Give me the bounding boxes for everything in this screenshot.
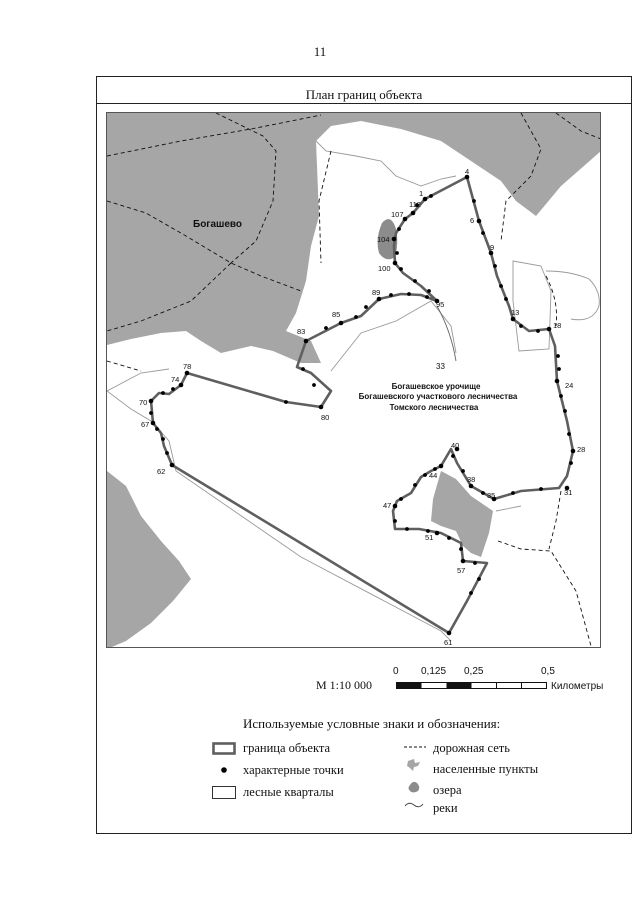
- point-label-78: 78: [183, 362, 192, 371]
- characteristic-point: [399, 497, 403, 501]
- characteristic-point: [312, 383, 316, 387]
- point-label-104: 104: [377, 235, 390, 244]
- characteristic-point-13: [511, 317, 516, 322]
- characteristic-point: [481, 231, 485, 235]
- characteristic-point: [459, 547, 463, 551]
- characteristic-point-100: [393, 261, 398, 266]
- characteristic-point: [395, 251, 399, 255]
- characteristic-point: [427, 289, 431, 293]
- point-label-100: 100: [378, 264, 391, 273]
- characteristic-point: [397, 227, 401, 231]
- legend-roads: дорожная сеть: [433, 741, 510, 755]
- characteristic-point: [469, 591, 473, 595]
- point-label-51: 51: [425, 533, 434, 542]
- characteristic-point-57: [461, 559, 466, 564]
- characteristic-point: [493, 264, 497, 268]
- characteristic-point-70: [149, 399, 154, 404]
- plan-title: План границ объекта: [97, 77, 631, 104]
- point-label-1: 1: [419, 189, 424, 198]
- forest-label-line2: Богашевского участкового лесничества: [358, 392, 518, 401]
- quarter-symbol: [212, 786, 236, 800]
- characteristic-point-83: [304, 339, 309, 344]
- legend-lakes: озера: [433, 783, 462, 797]
- point-label-107: 107: [391, 210, 404, 219]
- point-label-38: 38: [467, 475, 476, 484]
- characteristic-point-80: [319, 405, 324, 410]
- characteristic-point: [284, 400, 288, 404]
- point-label-89: 89: [372, 288, 381, 297]
- legend-settlements: населенные пункты: [433, 762, 539, 776]
- characteristic-point: [472, 199, 476, 203]
- scale-tick-2: 0,25: [464, 666, 484, 677]
- characteristic-point: [407, 292, 411, 296]
- characteristic-point: [569, 461, 573, 465]
- characteristic-point-104: [392, 237, 397, 242]
- characteristic-point: [559, 394, 563, 398]
- point-label-9: 9: [490, 243, 495, 252]
- point-label-4: 4: [465, 167, 470, 176]
- point-label-24: 24: [565, 381, 574, 390]
- characteristic-point-51: [435, 531, 440, 536]
- characteristic-point: [504, 297, 508, 301]
- point-label-44: 44: [429, 471, 438, 480]
- point-label-13: 13: [511, 308, 520, 317]
- characteristic-point: [481, 491, 485, 495]
- point-label-35: 35: [487, 491, 496, 500]
- point-label-70: 70: [139, 398, 148, 407]
- legend-rivers: реки: [433, 801, 458, 815]
- characteristic-point: [447, 536, 451, 540]
- characteristic-point-85: [339, 321, 344, 326]
- characteristic-point-78: [185, 371, 190, 376]
- point-label-62: 62: [157, 467, 166, 476]
- characteristic-point: [171, 387, 175, 391]
- characteristic-point: [461, 469, 465, 473]
- rivers: [437, 306, 456, 361]
- characteristic-point: [536, 329, 540, 333]
- characteristic-point: [161, 391, 165, 395]
- characteristic-point: [389, 293, 393, 297]
- road-symbol: [404, 745, 426, 749]
- characteristic-point: [405, 527, 409, 531]
- point-label-61: 61: [444, 638, 453, 647]
- characteristic-point: [477, 577, 481, 581]
- settlement-label: Богашево: [193, 219, 243, 230]
- characteristic-point-89: [377, 297, 382, 302]
- characteristic-point: [155, 427, 159, 431]
- characteristic-point: [413, 483, 417, 487]
- characteristic-point: [393, 519, 397, 523]
- boundary-symbol: [212, 742, 236, 756]
- characteristic-point-62: [170, 463, 175, 468]
- characteristic-point: [519, 324, 523, 328]
- point-label-31: 31: [564, 488, 573, 497]
- characteristic-point: [539, 487, 543, 491]
- legend-boundary: граница объекта: [243, 741, 331, 755]
- forest-label-line1: Богашевское урочище: [391, 382, 481, 391]
- lake-symbol: [407, 780, 421, 794]
- point-label-74: 74: [171, 375, 180, 384]
- point-label-28: 28: [577, 445, 586, 454]
- characteristic-point-1: [423, 197, 428, 202]
- characteristic-point: [511, 491, 515, 495]
- point-label-57: 57: [457, 566, 466, 575]
- point-label-112: 112: [409, 200, 421, 209]
- characteristic-point: [556, 354, 560, 358]
- characteristic-point: [354, 315, 358, 319]
- scale-tick-1: 0,125: [421, 666, 447, 677]
- map-area[interactable]: [106, 112, 601, 648]
- scale-unit: Километры: [551, 681, 604, 692]
- characteristic-point-61: [447, 631, 452, 636]
- characteristic-point-44: [439, 464, 444, 469]
- characteristic-point-74: [179, 383, 184, 388]
- characteristic-point-6: [477, 219, 482, 224]
- characteristic-point: [423, 473, 427, 477]
- characteristic-point: [301, 367, 305, 371]
- point-label-80: 80: [321, 413, 330, 422]
- legend-points: характерные точки: [243, 763, 344, 777]
- characteristic-point: [557, 367, 561, 371]
- characteristic-point: [451, 454, 455, 458]
- point-label-67: 67: [141, 420, 150, 429]
- characteristic-point-67: [151, 421, 156, 426]
- map-svg: [107, 113, 601, 648]
- characteristic-point: [429, 194, 433, 198]
- scale-bar: [396, 682, 548, 690]
- river-symbol: [404, 801, 424, 809]
- characteristic-point-38: [469, 484, 474, 489]
- characteristic-point: [563, 409, 567, 413]
- legend-quarters: лесные кварталы: [243, 785, 334, 799]
- characteristic-point: [364, 305, 368, 309]
- point-label-83: 83: [297, 327, 306, 336]
- settlement-area-south: [107, 471, 191, 648]
- point-label-40: 40: [451, 441, 460, 450]
- scale-tick-3: 0,5: [541, 666, 555, 677]
- settlement-area-bogashevo: [107, 113, 601, 363]
- characteristic-point: [473, 561, 477, 565]
- characteristic-point-28: [571, 449, 576, 454]
- point-label-6: 6: [470, 216, 475, 225]
- characteristic-point: [499, 284, 503, 288]
- characteristic-point-24: [555, 379, 560, 384]
- forest-label-line3: Томского лесничества: [389, 403, 479, 412]
- point-label-47: 47: [383, 501, 392, 510]
- characteristic-point: [161, 437, 165, 441]
- characteristic-point: [399, 267, 403, 271]
- page-number: 11: [313, 44, 327, 59]
- characteristic-point: [324, 326, 328, 330]
- characteristic-point-18: [547, 327, 552, 332]
- point-symbol: [220, 766, 228, 774]
- quarter-number-label: 33: [436, 362, 445, 371]
- characteristic-point: [165, 451, 169, 455]
- characteristic-point: [425, 295, 429, 299]
- scale-tick-0: 0: [393, 666, 399, 677]
- point-label-85: 85: [332, 310, 341, 319]
- characteristic-point: [567, 432, 571, 436]
- scale-label: М 1:10 000: [316, 678, 373, 692]
- point-label-95: 95: [436, 300, 445, 309]
- characteristic-point-112: [411, 211, 416, 216]
- legend-title: Используемые условные знаки и обозначения:: [243, 716, 501, 731]
- settlement-symbol: [406, 758, 422, 772]
- characteristic-point: [149, 411, 153, 415]
- characteristic-point-47: [393, 504, 398, 509]
- point-label-18: 18: [553, 321, 562, 330]
- characteristic-point: [413, 279, 417, 283]
